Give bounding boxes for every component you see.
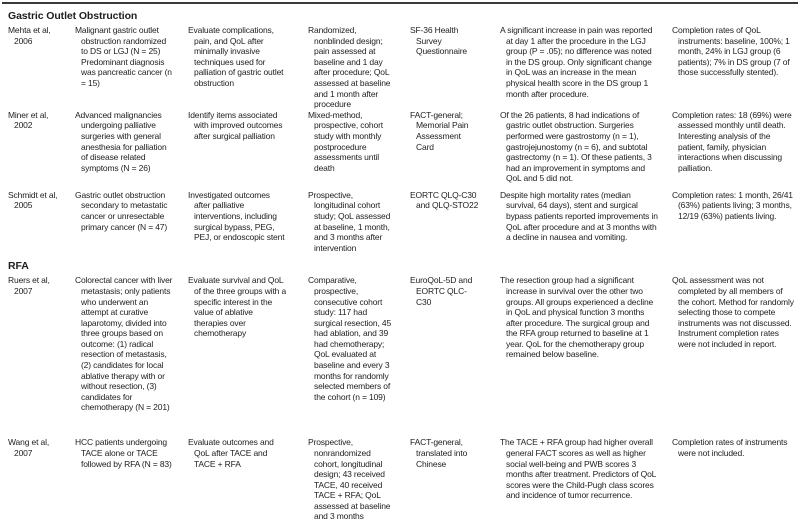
completion-cell: Completion rates: 1 month, 26/41 (63%) patients living; 3 months, 12/19 (63%) patients living. <box>672 189 793 221</box>
study-cell: Wang et al, 2007 <box>8 437 50 458</box>
study-cell: Miner et al, 2002 <box>8 109 49 131</box>
table-top-rule <box>2 2 798 4</box>
table-row-wang <box>8 437 800 522</box>
purpose-cell: Evaluate complications, pain, and QoL after minimally invasive techniques used for palliation of gastric outlet obstruction <box>188 25 284 88</box>
purpose-cell: Evaluate survival and QoL of the three groups with a specific interest in the value of ablative therapies over chemotherapy <box>188 275 287 339</box>
design-cell: Mixed-method, prospective, cohort study with monthly postprocedure assessments until death <box>308 109 383 173</box>
population-cell: Advanced malignancies undergoing palliative surgeries with general anesthesia for palliation of disease related symptoms (N = 26) <box>75 109 167 173</box>
section-header-rfa: RFA <box>8 260 29 273</box>
design-cell: Prospective, longitudinal cohort study; QoL assessed at baseline, 1 month, and 3 months after intervention <box>308 189 391 253</box>
population-cell: Colorectal cancer with liver metastasis; only patients who underwent an attempt at curative laparotomy, divided into three groups based on outcome: (1) radical resection of metastasis, (2) candidates for local ablative therapy with or without resection, (3) candidates for chemotherapy (N = 201) <box>75 275 173 413</box>
results-cell: The resection group had a significant increase in survival over the other two groups. All groups experienced a decline in QoL and physical function 3 months after procedure. The surgical group and the RFA group returned to baseline at 1 year. QoL for the chemotherapy group remained below baseline. <box>500 275 654 360</box>
table-row-mehta <box>8 25 800 110</box>
completion-cell: Completion rates of instruments were not included. <box>672 437 788 458</box>
instrument-cell: FACT-general, translated into Chinese <box>410 437 468 469</box>
results-cell: Despite high mortality rates (median survival, 64 days), stent and surgical bypass patients reported improvements in QoL after procedure and at 3 months with a decline in nausea and vomiting. <box>500 189 658 243</box>
design-cell: Randomized, nonblinded design; pain assessed at baseline and 1 day after procedure; QoL assessed at baseline and 1 month after procedure <box>308 25 391 110</box>
study-cell: Ruers et al, 2007 <box>8 275 50 296</box>
study-cell: Schmidt et al, 2005 <box>8 189 58 211</box>
purpose-cell: Evaluate outcomes and QoL after TACE and TACE + RFA <box>188 437 274 469</box>
section-header-gastric-outlet-obstruction: Gastric Outlet Obstruction <box>8 10 138 22</box>
instrument-cell: EORTC QLQ-C30 and QLQ-STO22 <box>410 189 479 211</box>
design-cell: Comparative, prospective, consecutive cohort study: 117 had surgical resection, 45 had ablation, and 39 had chemotherapy; QoL evaluated at baseline and every 3 months for randomly selected members of the cohort (n = 109) <box>308 275 392 402</box>
table-row-schmidt <box>8 190 800 254</box>
instrument-cell: EuroQoL-5D and EORTC QLC-C30 <box>410 275 473 307</box>
completion-cell: Completion rates of QoL instruments: baseline, 100%; 1 month, 24% in LGJ group (6 patients); 7% in DS group (7 of those successfully stented). <box>672 25 790 78</box>
population-cell: HCC patients undergoing TACE alone or TACE followed by RFA (N = 83) <box>75 437 172 469</box>
purpose-cell: Investigated outcomes after palliative interventions, including surgical bypass, PEG, PEJ, or endoscopic stent <box>188 189 285 243</box>
table-row-miner <box>8 110 800 190</box>
results-cell: The TACE + RFA group had higher overall general FACT scores as well as higher social well-being and PWB scores 3 months after treatment. Predictors of QoL scores were the Child-Pugh class scores and incidence of tumor recurrence. <box>500 437 656 501</box>
instrument-cell: FACT-general; Memorial Pain Assessment Card <box>410 109 469 152</box>
study-cell: Mehta et al, 2006 <box>8 25 51 46</box>
results-cell: A significant increase in pain was reported at day 1 after the procedure in the LGJ group (P = .05); no difference was noted in the DS group. Only significant change in QoL was an increase in the mean physical health score in the DS group 1 month after procedure. <box>500 25 653 99</box>
population-cell: Gastric outlet obstruction secondary to metastatic cancer or unresectable primary cancer (N = 47) <box>75 189 168 232</box>
table-row-ruers <box>8 275 800 437</box>
completion-cell: Completion rates: 18 (69%) were assessed monthly until death. Interesting analysis of the patient, family, physician interactions when discussing palliation. <box>672 109 792 173</box>
instrument-cell: SF-36 Health Survey Questionnaire <box>410 25 467 57</box>
population-cell: Malignant gastric outlet obstruction randomized to DS or LGJ (N = 25) Predominant diagnosis was pancreatic cancer (n = 15) <box>75 25 172 88</box>
results-cell: Of the 26 patients, 8 had indications of gastric outlet obstruction. Surgeries performed were gastrostomy (n = 1), gastrojejunostomy (n = 6), and subtotal gastrectomy (n = 1). Of these patients, 3 had an improvement in symptoms and QoL and 5 did not. <box>500 109 652 184</box>
completion-cell: QoL assessment was not completed by all members of the cohort. Method for randomly selecting those to compete instruments was not discussed. Instrument completion rates were not included in report. <box>672 275 794 349</box>
purpose-cell: Identify items associated with improved outcomes after surgical palliation <box>188 109 283 141</box>
design-cell: Prospective, nonrandomized cohort, longitudinal design; 43 received TACE, 40 received TACE + RFA; QoL assessed at baseline and 3 months <box>308 437 391 522</box>
